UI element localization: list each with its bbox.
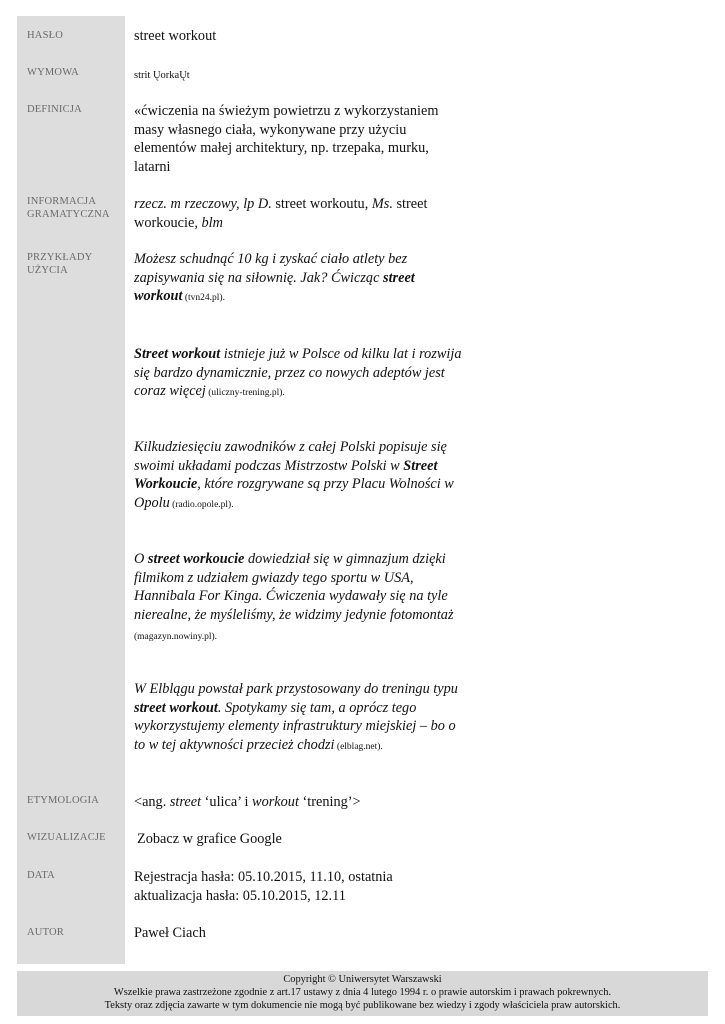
footer-copyright: Copyright © Uniwersytet Warszawski	[283, 974, 442, 985]
copyright-footer	[17, 971, 708, 1016]
example-5: W Elblągu powstał park przystosowany do treningu typu street workout. Spotykamy się tam, a oprócz tego wykorzystujemy elementy infrastruktury miejskiej – bo o to w tej aktywności przecież chodzi (elblag.net).	[134, 681, 458, 753]
entry-definition: «ćwiczenia na świeżym powietrzu z wykorzystaniem masy własnego ciała, wykonywane przy użyciu elementów małej architektury, np. trzepaka, murku, latarni	[134, 103, 439, 175]
grammar-pos: rzecz. m rzeczowy, lp D.	[134, 196, 272, 212]
example-term: street workout	[134, 269, 415, 304]
label-etymologia: ETYMOLOGIA	[27, 795, 99, 806]
grammar-locative-label: Ms.	[371, 196, 393, 212]
example-1: Możesz schudnąć 10 kg i zyskać ciało atlety bez zapisywania się na siłownię. Jak? Ćwicząc street workout (tvn24.pl).	[134, 251, 415, 304]
entry-etymology: <ang. street ‘ulica’ i workout ‘trening’>	[134, 794, 361, 810]
label-informacja-line1: INFORMACJA	[27, 196, 97, 207]
grammar-locative: street workoucie,	[134, 196, 428, 231]
example-term: Street Workoucie	[134, 457, 438, 492]
example-source: (uliczny-trening.pl).	[205, 388, 285, 398]
example-source: (tvn24.pl).	[182, 293, 225, 303]
entry-headword: street workout	[134, 28, 217, 44]
label-przyklady-uzycia	[27, 251, 122, 277]
example-source: (elblag.net).	[334, 741, 383, 752]
label-informacja-line2: GRAMATYCZNA	[27, 209, 110, 220]
label-autor: AUTOR	[27, 927, 64, 938]
entry-author: Paweł Ciach	[134, 925, 206, 941]
grammar-genitive: street workoutu,	[271, 196, 372, 212]
footer-notice: Teksty oraz zdjęcia zawarte w tym dokumencie nie mogą być publikowane bez wiedzy i zgody właściciela praw autorskich.	[104, 1000, 621, 1012]
example-term: street workout	[134, 699, 218, 716]
entry-pronunciation: strit ŲorkaŲt	[134, 70, 190, 81]
label-wymowa: WYMOWA	[27, 67, 79, 78]
example-2: Street workout istnieje już w Polsce od kilku lat i rozwija się bardzo dynamicznie, przez co nowych adeptów jest coraz więcej (uliczny-trening.pl).	[134, 346, 462, 399]
label-column	[17, 16, 125, 964]
label-haslo: HASŁO	[27, 30, 64, 41]
label-wizualizacje: WIZUALIZACJE	[27, 832, 106, 843]
example-source: (radio.opole.pl).	[169, 499, 234, 510]
google-images-link[interactable]: Zobacz w grafice Google	[137, 831, 282, 847]
example-term: street workoucie	[147, 551, 245, 567]
grammar-blm: blm	[201, 214, 223, 231]
label-informacja-gramatyczna	[27, 195, 122, 221]
entry-dates: Rejestracja hasła: 05.10.2015, 11.10, ostatnia aktualizacja hasła: 05.10.2015, 12.11	[134, 869, 393, 904]
label-przyklady-line2: UŻYCIA	[27, 265, 68, 276]
entry-grammar	[134, 195, 466, 232]
label-przyklady-line1: PRZYKŁADY	[27, 252, 93, 263]
example-term: Street workout	[134, 346, 221, 362]
example-4: O street workoucie dowiedział się w gimnazjum dzięki filmikom z udziałem gwiazdy tego sportu w USA, Hannibala For Kinga. Ćwiczenia wydawały się na tyle nierealne, że myśleliśmy, że widzimy jedynie fotomontaż (magazyn.nowiny.pl).	[134, 551, 454, 642]
example-source: (magazyn.nowiny.pl).	[134, 632, 218, 642]
label-definicja: DEFINICJA	[27, 104, 82, 115]
example-3: Kilkudziesięciu zawodników z całej Polski popisuje się swoimi układami podczas Mistrzostw Polski w Street Workoucie, które rozgrywane są przy Placu Wolności w Opolu (radio.opole.pl).	[134, 439, 454, 511]
label-data: DATA	[27, 870, 55, 881]
footer-rights: Wszelkie prawa zastrzeżone zgodnie z art.17 ustawy z dnia 4 lutego 1994 r. o prawie autorskim i prawach pokrewnych.	[113, 987, 612, 999]
